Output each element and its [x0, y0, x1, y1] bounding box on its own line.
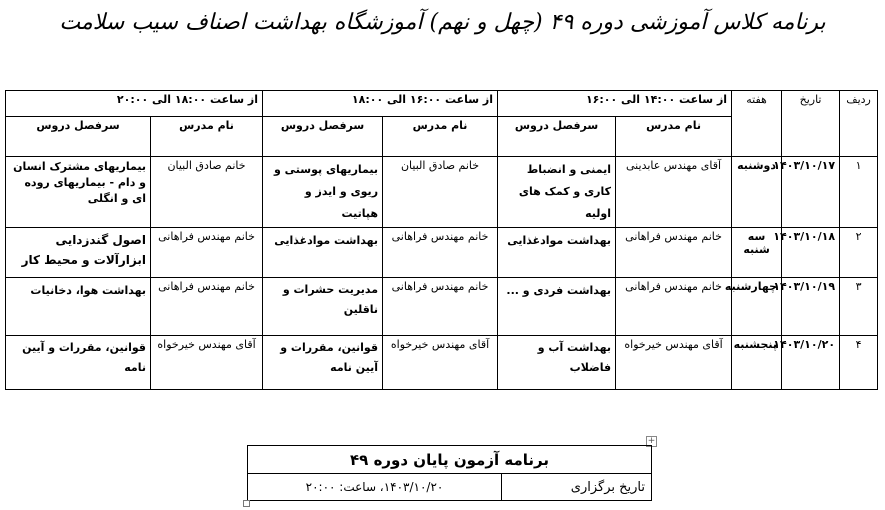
- table-row: [6, 336, 878, 390]
- row-number: ۲: [840, 228, 878, 278]
- topic-cell: ایمنی و انضباط کاری و کمک های اولیه: [498, 157, 616, 228]
- header-weekday: هفته: [732, 91, 782, 157]
- teacher-cell: خانم صادق البیان: [151, 157, 263, 228]
- row-number: ۳: [840, 278, 878, 336]
- page-title: برنامه کلاس آموزشی دوره ۴۹ (چهل و نهم) آموزشگاه بهداشت اصناف سیب سلامت: [59, 10, 826, 35]
- topic-cell: مدیریت حشرات و ناقلین: [263, 278, 383, 336]
- topic-cell: قوانین، مقررات و آیین نامه: [263, 336, 383, 390]
- header-teacher-1: نام مدرس: [616, 117, 732, 157]
- header-teacher-3: نام مدرس: [151, 117, 263, 157]
- teacher-cell: آقای مهندس عابدینی: [616, 157, 732, 228]
- topic-cell: قوانین، مقررات و آیین نامه: [6, 336, 151, 390]
- topic-cell: بهداشت هوا، دخانیات: [6, 278, 151, 336]
- row-weekday: دوشنبه: [732, 157, 782, 228]
- topic-cell: اصول گندزدایی ابزارآلات و محیط کار: [6, 228, 151, 278]
- teacher-cell: خانم مهندس فراهانی: [151, 228, 263, 278]
- teacher-cell: خانم مهندس فراهانی: [616, 278, 732, 336]
- table-row: [6, 228, 878, 278]
- header-slot-3: از ساعت ۱۸:۰۰ الی ۲۰:۰۰: [6, 91, 263, 117]
- teacher-cell: خانم صادق البیان: [383, 157, 498, 228]
- topic-cell: بهداشت موادغذایی: [498, 228, 616, 278]
- topic-cell: بهداشت فردی و ...: [498, 278, 616, 336]
- header-slot-1: از ساعت ۱۴:۰۰ الی ۱۶:۰۰: [498, 91, 732, 117]
- header-teacher-2: نام مدرس: [383, 117, 498, 157]
- table-row: [6, 157, 878, 228]
- topic-cell: بهداشت آب و فاضلاب: [498, 336, 616, 390]
- teacher-cell: آقای مهندس خیرخواه: [383, 336, 498, 390]
- exam-table: [247, 445, 652, 501]
- exam-date-value: ۱۴۰۳/۱۰/۲۰، ساعت: ۲۰:۰۰: [248, 474, 502, 501]
- topic-cell: بیماریهای مشترک انسان و دام - بیماریهای روده ای و انگلی: [6, 157, 151, 228]
- table-move-handle-icon[interactable]: +: [647, 436, 656, 446]
- row-date: ۱۴۰۳/۱۰/۱۹: [782, 278, 840, 336]
- row-date: ۱۴۰۳/۱۰/۱۸: [782, 228, 840, 278]
- row-weekday: پنجشنبه: [732, 336, 782, 390]
- row-number: ۴: [840, 336, 878, 390]
- header-topic-3: سرفصل دروس: [6, 117, 151, 157]
- teacher-cell: خانم مهندس فراهانی: [616, 228, 732, 278]
- exam-title: برنامه آزمون پایان دوره ۴۹: [248, 446, 652, 474]
- exam-date-label: تاریخ برگزاری: [502, 474, 652, 501]
- header-slot-2: از ساعت ۱۶:۰۰ الی ۱۸:۰۰: [263, 91, 498, 117]
- header-topic-1: سرفصل دروس: [498, 117, 616, 157]
- topic-cell: بهداشت موادغذایی: [263, 228, 383, 278]
- header-date: تاریخ: [782, 91, 840, 157]
- schedule-table: [5, 90, 878, 390]
- teacher-cell: آقای مهندس خیرخواه: [151, 336, 263, 390]
- row-weekday: چهارشنبه: [732, 278, 782, 336]
- table-resize-handle-icon[interactable]: [243, 500, 250, 507]
- header-topic-2: سرفصل دروس: [263, 117, 383, 157]
- teacher-cell: آقای مهندس خیرخواه: [616, 336, 732, 390]
- row-date: ۱۴۰۳/۱۰/۲۰: [782, 336, 840, 390]
- header-row-number: ردیف: [840, 91, 878, 157]
- table-row: [6, 278, 878, 336]
- row-number: ۱: [840, 157, 878, 228]
- topic-cell: بیماریهای پوستی و ریوی و ایدز و هپاتیت: [263, 157, 383, 228]
- row-date: ۱۴۰۳/۱۰/۱۷: [782, 157, 840, 228]
- teacher-cell: خانم مهندس فراهانی: [383, 278, 498, 336]
- teacher-cell: خانم مهندس فراهانی: [151, 278, 263, 336]
- teacher-cell: خانم مهندس فراهانی: [383, 228, 498, 278]
- row-weekday: سه شنبه: [732, 228, 782, 278]
